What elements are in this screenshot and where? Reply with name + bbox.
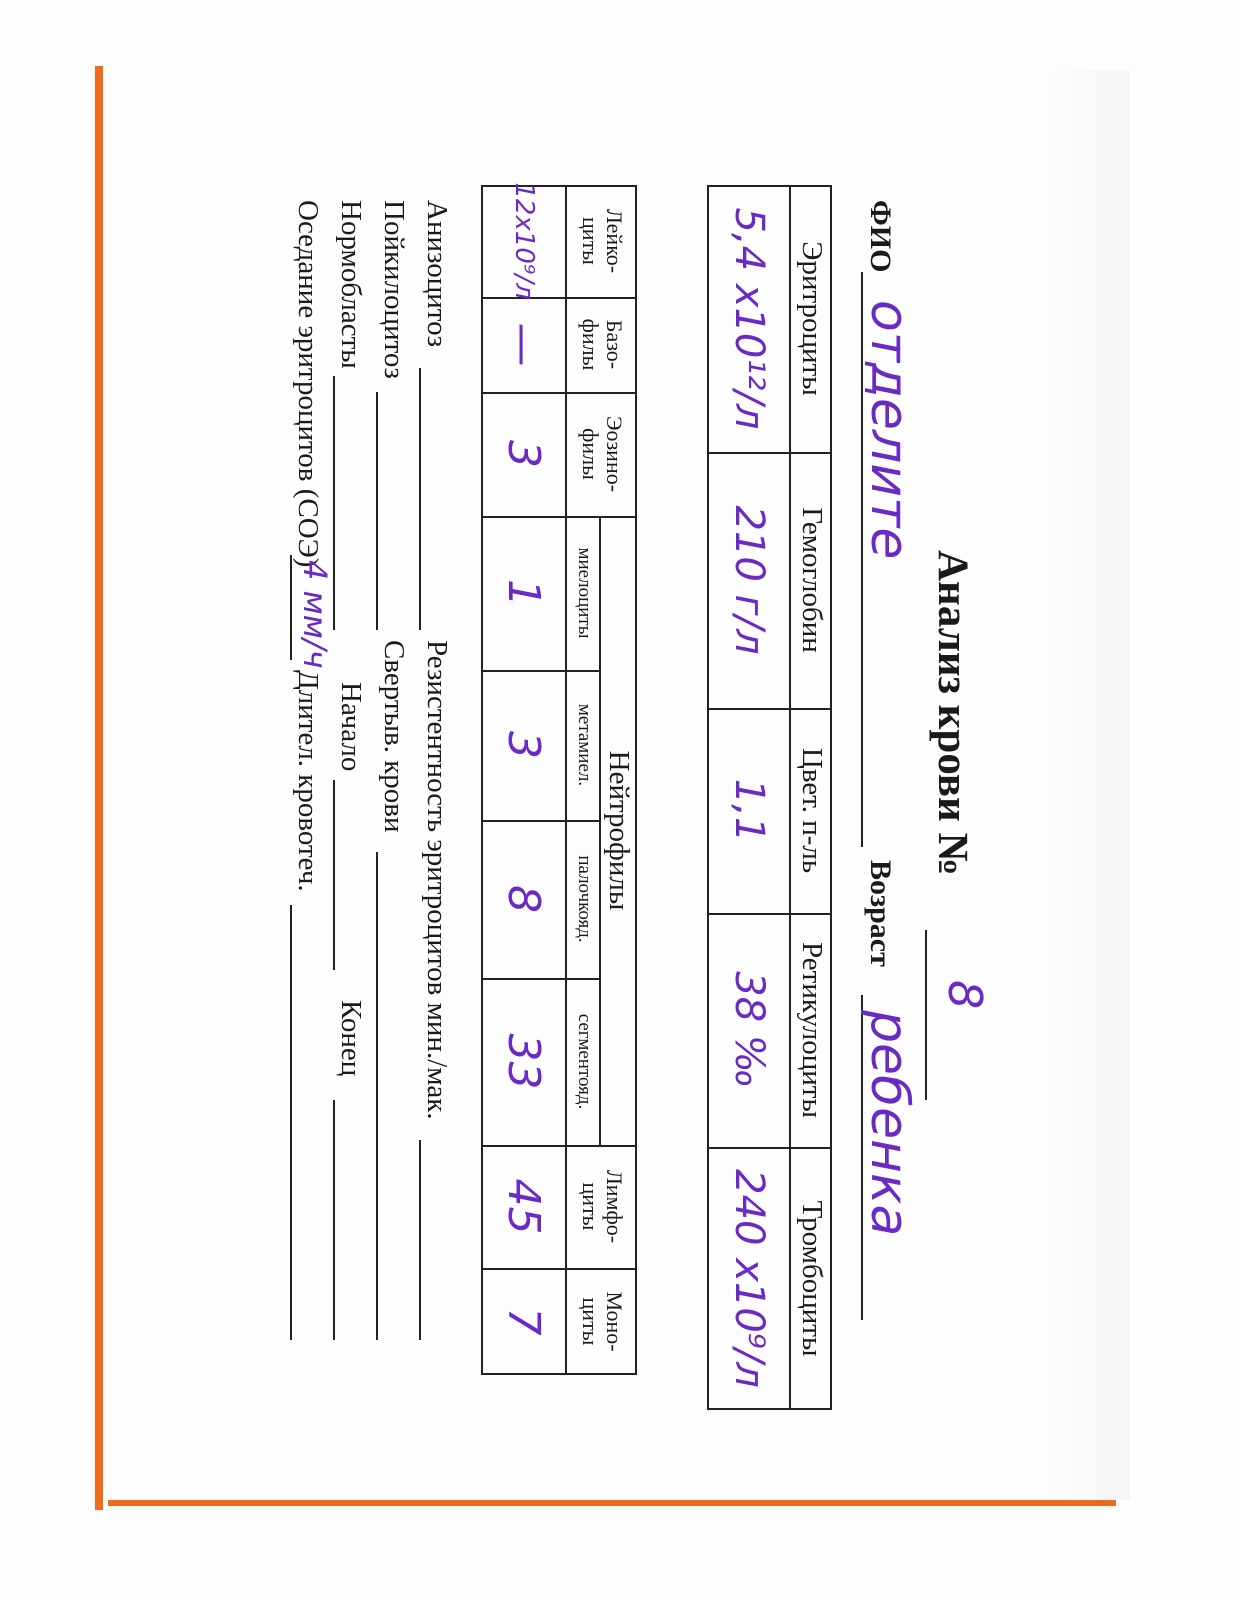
start-underline <box>333 780 335 970</box>
header-platelets: Тромбоциты <box>796 1200 828 1357</box>
coagulation-label: Свертыв. крови <box>378 640 410 833</box>
resistance-underline <box>419 1140 421 1340</box>
header-color-index: Цвет. п-ль <box>796 747 828 874</box>
esr-label: Оседание эритроцитов (СОЭ) <box>292 200 324 568</box>
end-label: Конец <box>335 1000 367 1077</box>
form-title: Анализ крови № <box>929 550 976 876</box>
header-reticulocytes: Ретикулоциты <box>796 942 828 1118</box>
esr-value: 4 мм/ч <box>296 560 334 669</box>
value-eosinophils: 3 <box>498 440 550 468</box>
esr-underline <box>290 555 292 660</box>
value-platelets: 240 х10⁹/л <box>726 1169 772 1388</box>
form-number: 8 <box>938 980 992 1010</box>
value-monocytes: 7 <box>498 1307 550 1336</box>
value-segmented: 33 <box>498 1033 550 1090</box>
coagulation-underline <box>376 852 378 1340</box>
header-lymphocytes: Лимфо- циты <box>578 1169 627 1244</box>
start-label: Начало <box>335 682 367 772</box>
value-basophils: — <box>498 322 550 367</box>
anisocytosis-underline <box>419 368 421 630</box>
resistance-label: Резистентность эритроцитов мин./мак. <box>421 640 453 1120</box>
header-band: палочкояд. <box>574 855 595 943</box>
value-leukocytes: 12х10⁹/л <box>509 182 539 300</box>
number-underline <box>925 930 927 1100</box>
bleeding-underline <box>290 905 292 1340</box>
bleeding-label: Длител. кровотеч. <box>292 670 324 892</box>
fio-label: ФИО <box>864 200 897 273</box>
header-monocytes: Моно- циты <box>578 1291 627 1352</box>
value-color-index: 1,1 <box>726 778 772 843</box>
header-segmented: сегментояд. <box>574 1013 595 1110</box>
value-erythrocytes: 5,4 х10¹²/л <box>726 207 772 430</box>
anisocytosis-label: Анизоцитоз <box>421 200 453 348</box>
age-label: Возраст <box>864 860 897 967</box>
poikilocytosis-underline <box>376 392 378 630</box>
value-band: 8 <box>498 885 550 913</box>
value-hemoglobin: 210 г/л <box>726 505 772 655</box>
fio-value: отделите <box>859 300 919 560</box>
header-neutrophils: Нейтрофилы <box>603 750 636 911</box>
normoblasts-label: Нормобласты <box>335 200 367 369</box>
header-metamyelocytes: метамиел. <box>574 703 595 787</box>
value-lymphocytes: 45 <box>498 1178 550 1235</box>
header-leukocytes: Лейко- циты <box>578 208 627 274</box>
header-eosinophils: Эозино- филы <box>578 415 627 493</box>
header-erythrocytes: Эритроциты <box>796 241 828 396</box>
age-value: ребенка <box>859 1010 919 1237</box>
value-myelocytes: 1 <box>498 579 550 607</box>
poikilocytosis-label: Пойкилоцитоз <box>378 200 410 379</box>
header-myelocytes: миелоциты <box>574 547 595 639</box>
value-metamyelocytes: 3 <box>498 731 550 759</box>
value-reticulocytes: 38 ‰ <box>726 971 772 1089</box>
end-underline <box>333 1100 335 1340</box>
header-hemoglobin: Гемоглобин <box>796 507 828 653</box>
header-basophils: Базо- филы <box>578 318 627 371</box>
